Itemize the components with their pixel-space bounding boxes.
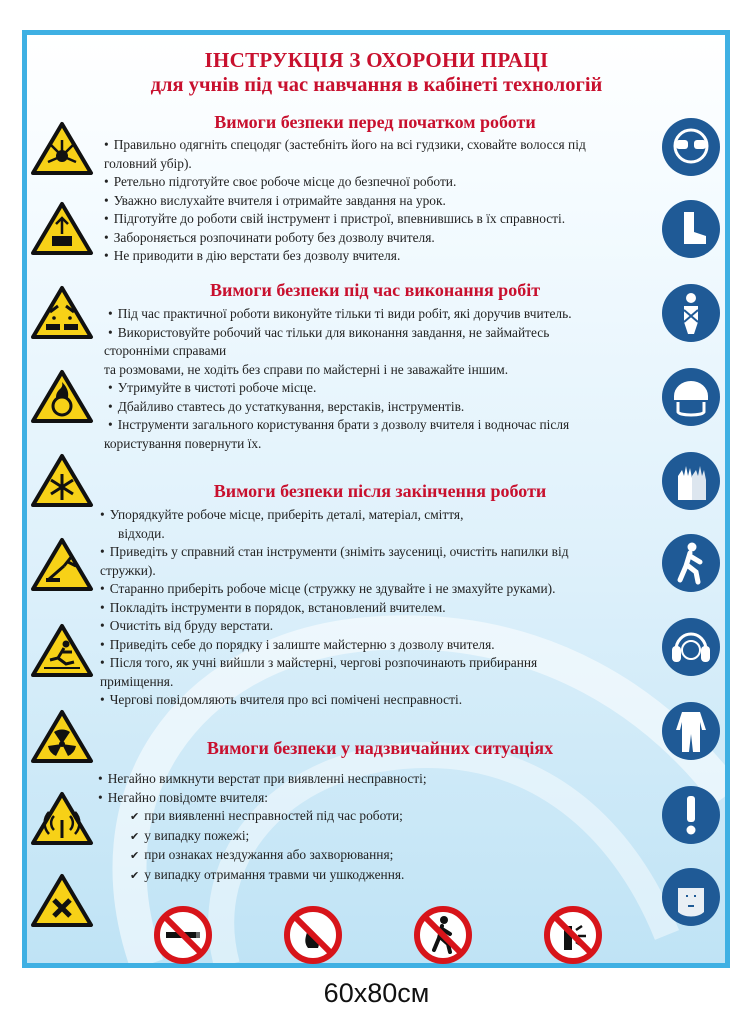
list-item: ✔ при виявленні несправностей під час роботи; xyxy=(130,807,648,827)
oxidizer-icon xyxy=(30,368,94,424)
list-item: • Дбайливо ставтесь до устаткування, верстаків, інструментів. xyxy=(108,398,649,417)
list-item: • Чергові повідомляють вчителя про всі помічені несправності. xyxy=(100,691,650,710)
section-heading-during: Вимоги безпеки під час виконання робіт xyxy=(209,280,541,300)
general-mandatory-icon xyxy=(660,784,722,846)
section-heading-emergency: Вимоги безпеки у надзвичайних ситуаціях xyxy=(206,738,554,758)
list-item: • Утримуйте в чистоті робоче місце. xyxy=(108,379,649,398)
pedestrian-route-icon xyxy=(660,532,722,594)
list-item: користування повернути їх. xyxy=(104,435,262,451)
list-item: • Під час практичної роботи виконуйте тільки ті види робіт, які доручив вчитель. xyxy=(108,305,649,324)
list-item: • Покладіть інструменти в порядок, встановлений вчителем. xyxy=(100,599,650,618)
list-item: ✔ у випадку отримання травми чи ушкодження. xyxy=(130,866,648,886)
list-item: • Упорядкуйте робоче місце, приберіть деталі, матеріал, сміття, xyxy=(100,506,650,525)
face-shield-icon xyxy=(660,866,722,928)
list-item: • Підготуйте до роботи свій інструмент і пристрої, впевнившись в їх справності. xyxy=(104,210,649,229)
no-open-flame-icon xyxy=(282,904,344,966)
list-item: • Після того, як учні вийшли з майстерні, чергові розпочинають прибирання xyxy=(100,654,650,673)
list-item: • Негайно повідомте вчителя: xyxy=(98,789,648,808)
no-pedestrians-icon xyxy=(412,904,474,966)
section-heading-before: Вимоги безпеки перед початком роботи xyxy=(214,112,536,132)
safety-harness-icon xyxy=(660,282,722,344)
explosive-icon xyxy=(30,120,94,176)
section-during-text xyxy=(104,305,649,453)
page-subtitle: для учнів під час навчання в кабінеті технологій xyxy=(150,74,603,96)
section-heading-after: Вимоги безпеки після закінчення роботи xyxy=(213,481,547,501)
hand-injury-icon xyxy=(30,536,94,592)
list-item: • Уважно вислухайте вчителя і отримайте завдання на урок. xyxy=(104,192,649,211)
list-item: • Негайно вимкнути верстат при виявленні несправності; xyxy=(98,770,648,789)
overalls-icon xyxy=(660,700,722,762)
list-item: приміщення. xyxy=(100,673,174,689)
list-item: ✔ при ознаках нездужання або захворювання; xyxy=(130,846,648,866)
page-title: ІНСТРУКЦІЯ З ОХОРОНИ ПРАЦІ xyxy=(204,48,549,72)
list-item: головний убір). xyxy=(104,155,192,171)
list-item: • Забороняється розпочинати роботу без дозволу вчителя. xyxy=(104,229,649,248)
ear-protection-icon xyxy=(660,616,722,678)
slip-hazard-icon xyxy=(30,622,94,678)
list-item: • Приведіть у справний стан інструменти (зніміть заусениці, очистіть напилки від xyxy=(100,543,650,562)
corrosive-icon xyxy=(30,284,94,340)
hard-hat-icon xyxy=(660,366,722,428)
list-item: • Ретельно підготуйте своє робоче місце до безпечної роботи. xyxy=(104,173,649,192)
no-water-extinguishing-icon xyxy=(542,904,604,966)
gloves-icon xyxy=(660,450,722,512)
list-item: • Інструменти загального користування брати з дозволу вчителя і водночас після xyxy=(108,416,649,435)
list-item: ✔ у випадку пожежі; xyxy=(130,827,648,847)
falling-load-icon xyxy=(30,200,94,256)
no-smoking-icon xyxy=(152,904,214,966)
list-item: • Приведіть себе до порядку і залиште майстерню з дозволу вчителя. xyxy=(100,636,650,655)
list-item: • Правильно одягніть спецодяг (застебніть його на всі гудзики, сховайте волосся під xyxy=(104,136,649,155)
list-item: стружки). xyxy=(100,562,156,578)
list-item: • Використовуйте робочий час тільки для виконання завдання, не займайтесь xyxy=(108,324,649,343)
low-temperature-icon xyxy=(30,452,94,508)
list-item: та розмовами, не ходіть без справи по майстерні і не заважайте іншим. xyxy=(104,361,509,377)
section-emergency-text xyxy=(98,770,648,885)
list-item: відходи. xyxy=(118,525,165,541)
radiation-icon xyxy=(30,708,94,764)
radio-waves-icon xyxy=(30,790,94,846)
goggles-icon xyxy=(660,116,722,178)
list-item: сторонніми справами xyxy=(104,343,227,358)
size-label: 60x80см xyxy=(323,978,430,1008)
list-item: • Не приводити в дію верстати без дозволу вчителя. xyxy=(104,247,649,266)
section-before-text xyxy=(104,136,649,266)
list-item: • Очистіть від бруду верстати. xyxy=(100,617,650,636)
safety-boots-icon xyxy=(660,198,722,260)
list-item: • Старанно приберіть робоче місце (стружку не здувайте і не змахуйте руками). xyxy=(100,580,650,599)
harmful-substance-icon xyxy=(30,872,94,928)
section-after-text xyxy=(100,506,650,710)
